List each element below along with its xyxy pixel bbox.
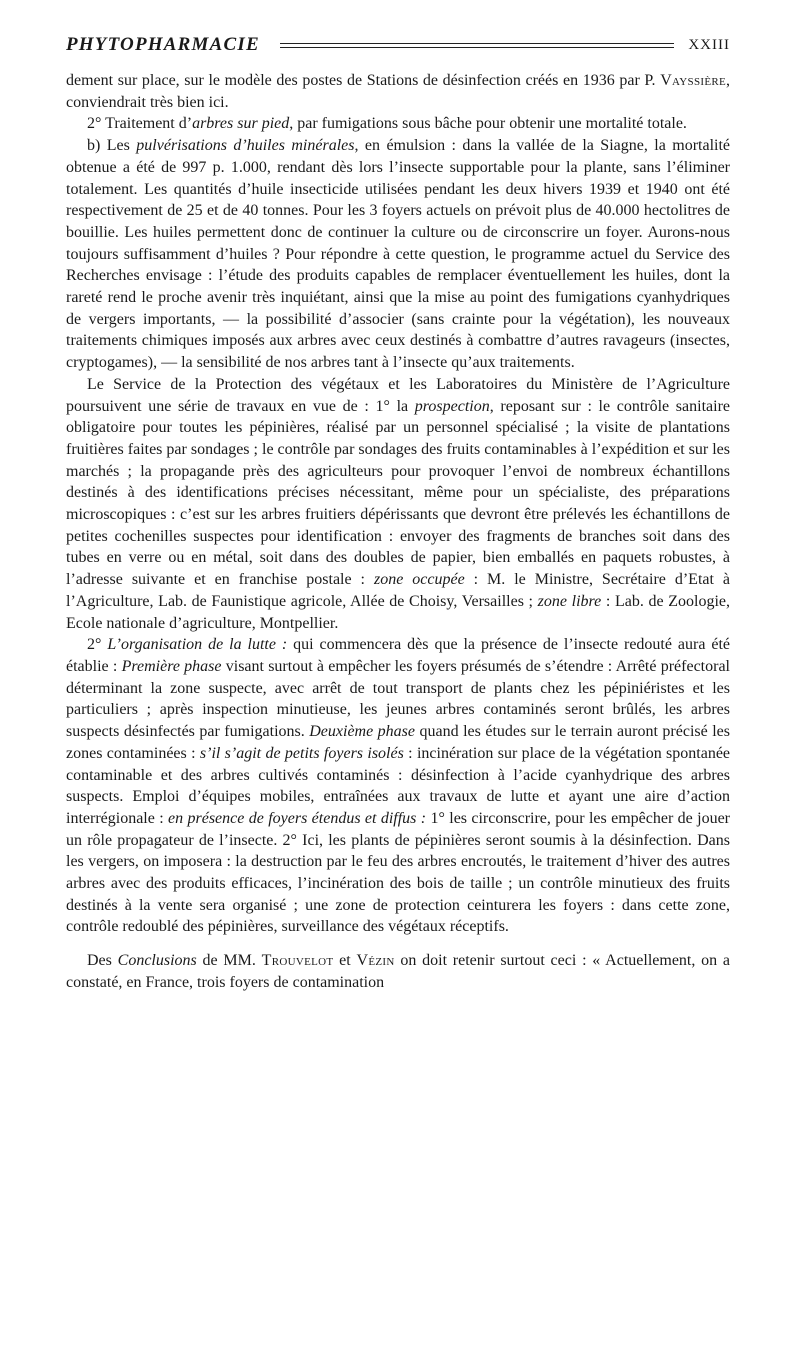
paragraph-organisation-lutte: 2° L’organisation de la lutte : qui commencera dès que la présence de l’insecte redouté aura été établie : Première phase visant surtout à empêcher les foyers présumés de s’étendre : Arrêté préfectoral déterminant la zone suspecte, avec arrêt de tout transport de plants chez les pépiniéristes et les particuliers ; après inspection minutieuse, les jeunes arbres contaminés seront brûlés, les arbres suspects désinfectés par fumigations. Deuxième phase quand les études sur le terrain auront précisé les zones contaminées : s’il s’agit de petits foyers isolés : incinération sur place de la végétation spontanée contaminable et des arbres cultivés contaminés : désinfection à l’acide cyanhydrique des arbres suspects. Emploi d’équipes mobiles, entraînées aux travaux de lutte et ayant une aire d’action interrégionale : en présence de foyers étendus et diffus : 1° les circonscrire, pour les empêcher de jouer un rôle propagateur de l’insecte. 2° Ici, les plants de pépinières seront soumis à la désinfection. Dans les vergers, on imposera : la destruction par le feu des arbres encroutés, le traitement d’hiver des autres arbres avec des produits efficaces, l’incinération des bois de taille ; un contrôle minutieux des fruits destinés à la vente sera organisé ; une zone de protection ceinturera les foyers : dans cette zone, contrôle redoublé des pépinières, surveillance des végétaux réceptifs. [66, 636, 731, 936]
body-text [66, 70, 730, 994]
paragraph-huiles-minerales: b) Les pulvérisations d’huiles minérales, en émulsion : dans la vallée de la Siagne, la mortalité obtenue a été de 997 p. 1.000, rendant dès lors l’insecte supportable pour la plante, sans l’éliminer totalement. Les quantités d’huile insecticide utilisées pendant les deux hivers 1939 et 1940 ont été respectivement de 25 et de 40 tonnes. Pour les 3 foyers actuels on prévoit plus de 40.000 hectolitres de bouillie. Les huiles permettent donc de continuer la culture ou de circonscrire un foyer. Aurons-nous toujours suffisamment d’huiles ? Pour répondre à cette question, le programme actuel du Service des Recherches envisage : l’étude des produits capables de remplacer éventuellement les huiles, dont la rareté rend le proche avenir très inquiétant, ainsi que la mise au point des fumigations cyanhydriques de vergers importants, — la possibilité d’associer (sans crainte pour la végétation), les nouveaux traitements chimiques imposés aux arbres avec ceux destinés à combattre d’autres ravageurs (insectes, cryptogames), — la sensibilité de nos arbres tant à l’insecte qu’aux traitements. [66, 137, 731, 372]
paragraph-conclusions: Des Conclusions de MM. Trouvelot et Vézin on doit retenir surtout ceci : « Actuellement, on a constaté, en France, trois foyers de contamination [66, 952, 731, 991]
author-name: Vézin [356, 952, 395, 970]
paragraph-continuation: dement sur place, sur le modèle des postes de Stations de désinfection créés en 1936 par P. Vayssière, conviendrait très bien ici. [66, 72, 730, 111]
paragraph-arbres-sur-pied: 2° Traitement d’arbres sur pied, par fumigations sous bâche pour obtenir une mortalité totale. [87, 115, 687, 133]
page-number: XXIII [688, 36, 730, 53]
paragraph-service-protection: Le Service de la Protection des végétaux et les Laboratoires du Ministère de l’Agriculture poursuivent une série de travaux en vue de : 1° la prospection, reposant sur : le contrôle sanitaire obligatoire pour toutes les pépinières, réalisé par un personnel spécialisé ; la visite de plantations fruitières faites par sondages ; le contrôle par sondages des fruits contaminables à l’expédition et sur les marchés ; la propagande près des agriculteurs pour provoquer l’envoi de nombreux échantillons destinés à des identifications précises nécessitant, même pour un spécialiste, des préparations microscopiques : c’est sur les arbres fruitiers dépérissants que devront être prélevés les échantillons de petites cochenilles suspectes pour identification : envoyer des fragments de branches soit dans des tubes en verre ou en métal, soit dans des doubles de papier, bien emballés en paquets robustes, à l’adresse suivante et en franchise postale : zone occupée : M. le Ministre, Secrétaire d’Etat à l’Agriculture, Lab. de Faunistique agricole, Allée de Choisy, Versailles ; zone libre : Lab. de Zoologie, Ecole nationale d’agriculture, Montpellier. [66, 375, 731, 632]
running-header [66, 30, 730, 60]
author-name: Vayssière [660, 72, 726, 89]
author-name: Trouvelot [261, 952, 334, 970]
running-title: PHYTOPHARMACIE [66, 34, 260, 55]
header-double-rule [280, 43, 675, 48]
document-page [66, 30, 730, 994]
